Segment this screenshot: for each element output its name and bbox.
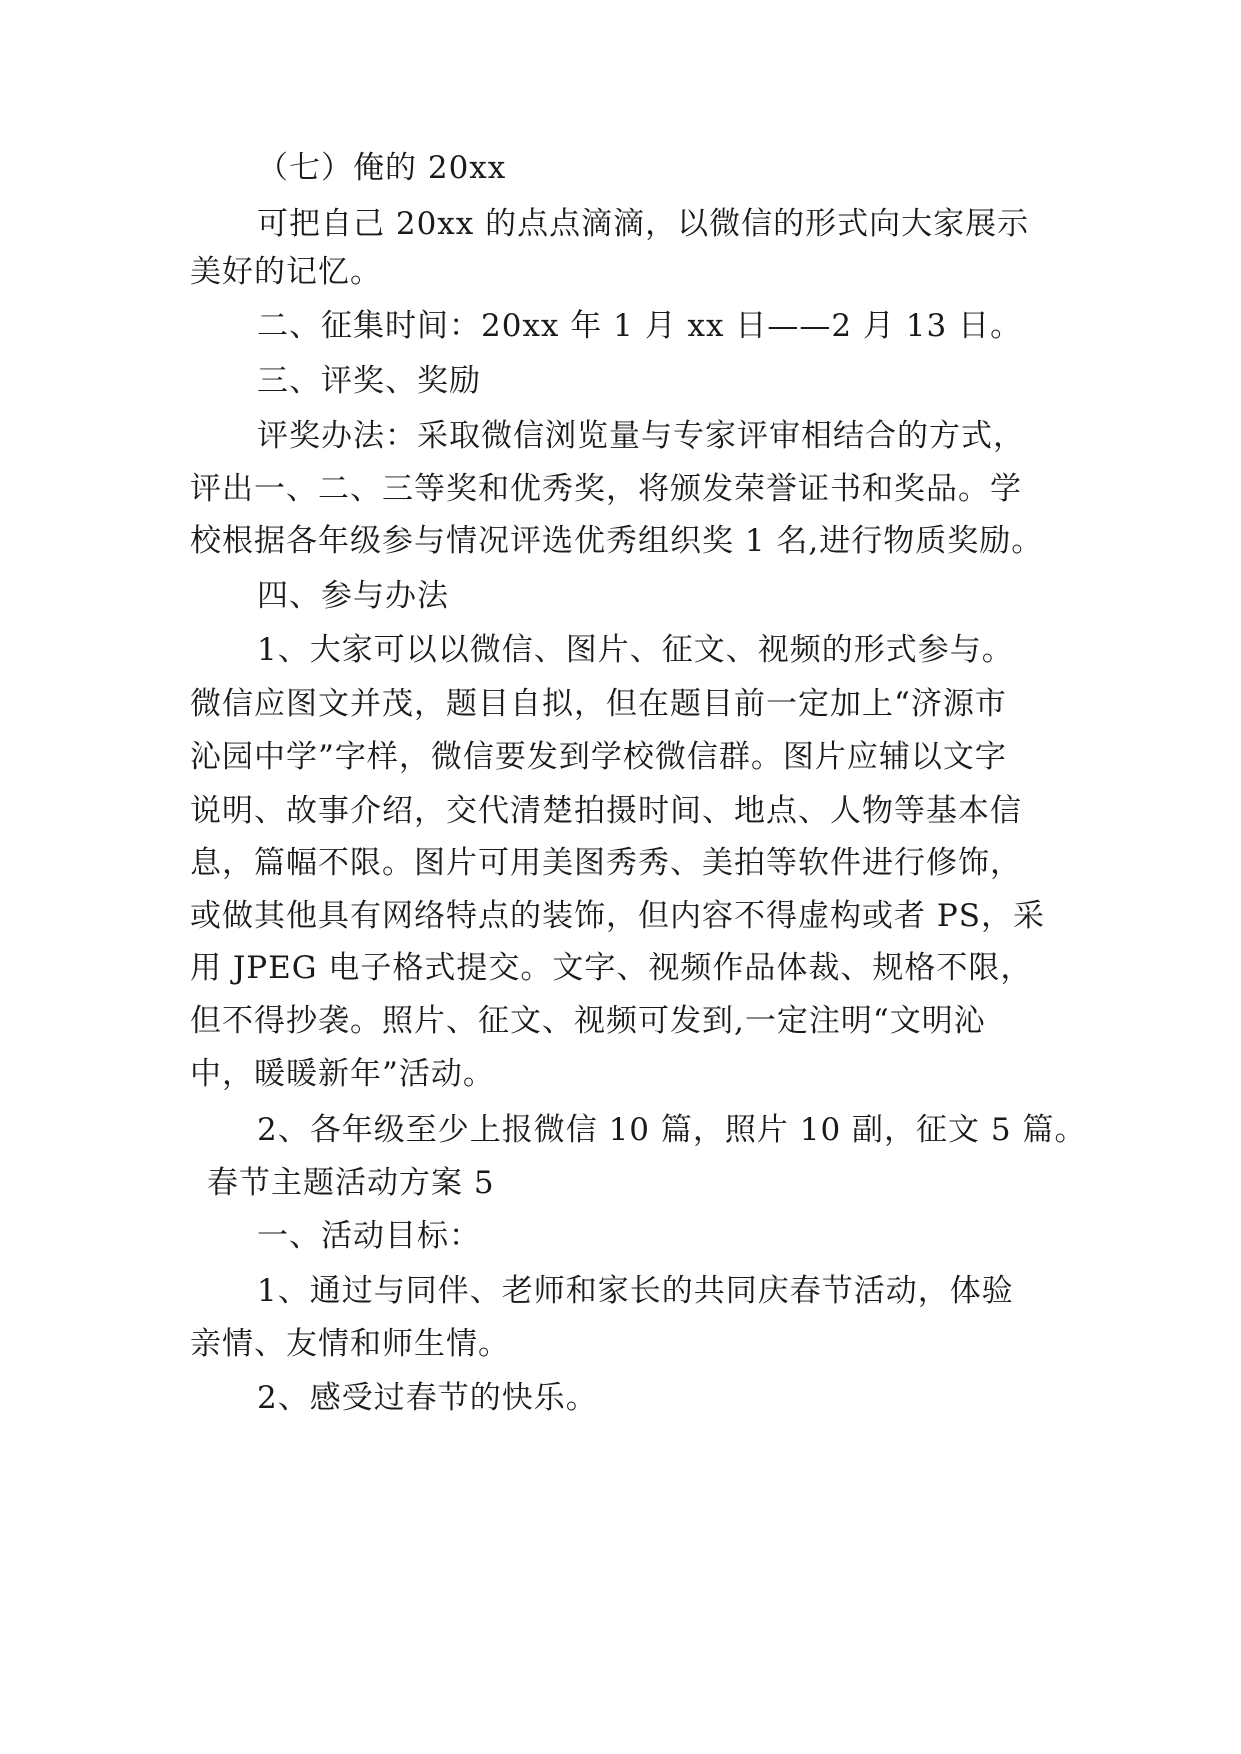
paragraph-line: 沁园中学”字样，微信要发到学校微信群。图片应辅以文字 — [190, 739, 1007, 775]
paragraph-line: 说明、故事介绍，交代清楚拍摄时间、地点、人物等基本信 — [190, 793, 1022, 829]
section-heading-goals: 一、活动目标： — [257, 1218, 481, 1254]
paragraph-line: 息，篇幅不限。图片可用美图秀秀、美拍等软件进行修饰， — [190, 845, 1022, 881]
paragraph-line: 1、通过与同伴、老师和家长的共同庆春节活动，体验 — [257, 1273, 1014, 1309]
section-heading-seven: （七）俺的 20xx — [257, 150, 507, 186]
section-heading-four: 四、参与办法 — [257, 578, 449, 614]
section-title-plan-5: 春节主题活动方案 5 — [207, 1165, 495, 1201]
paragraph-line: 校根据各年级参与情况评选优秀组织奖 1 名,进行物质奖励。 — [190, 523, 1044, 559]
section-heading-three: 三、评奖、奖励 — [257, 363, 481, 399]
paragraph-line: 中，暖暖新年”活动。 — [190, 1056, 495, 1092]
paragraph-line: 美好的记忆。 — [190, 254, 382, 290]
paragraph-line: 1、大家可以以微信、图片、征文、视频的形式参与。 — [257, 632, 1014, 668]
paragraph-line: 评出一、二、三等奖和优秀奖，将颁发荣誉证书和奖品。学 — [190, 471, 1022, 507]
paragraph-line: 评奖办法：采取微信浏览量与专家评审相结合的方式， — [257, 418, 1025, 454]
paragraph-line: 或做其他具有网络特点的装饰，但内容不得虚构或者 PS，采 — [190, 898, 1045, 934]
paragraph-line: 亲情、友情和师生情。 — [190, 1326, 510, 1362]
paragraph-line: 可把自己 20xx 的点点滴滴，以微信的形式向大家展示 — [257, 206, 1030, 242]
paragraph-line: 2、感受过春节的快乐。 — [257, 1380, 598, 1416]
paragraph-line: 2、各年级至少上报微信 10 篇，照片 10 副，征文 5 篇。 — [257, 1112, 1087, 1148]
paragraph-line: 微信应图文并茂，题目自拟，但在题目前一定加上“济源市 — [190, 686, 1007, 722]
section-heading-two: 二、征集时间：20xx 年 1 月 xx 日——2 月 13 日。 — [257, 308, 1023, 344]
paragraph-line: 用 JPEG 电子格式提交。文字、视频作品体裁、规格不限， — [190, 950, 1033, 986]
paragraph-line: 但不得抄袭。照片、征文、视频可发到,一定注明“文明沁 — [190, 1003, 986, 1039]
